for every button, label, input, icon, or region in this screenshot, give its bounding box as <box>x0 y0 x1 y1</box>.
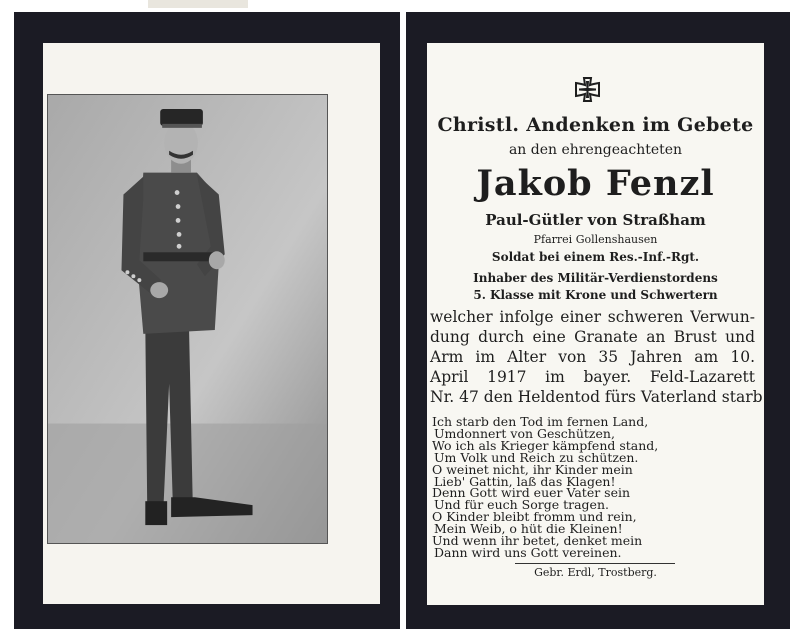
poem-line: Umdonnert von Geschützen, <box>434 425 615 441</box>
scan-tab <box>148 0 248 8</box>
poem-line: Dann wird uns Gott vereinen. <box>434 544 622 560</box>
iron-cross-icon <box>574 76 601 103</box>
poem-line: Ich starb den Tod im fernen Land, <box>432 414 649 429</box>
card-heading: Christl. Andenken im Gebete <box>437 114 754 136</box>
honor-line-1: Inhaber des Militär-Verdienstordens <box>473 271 718 285</box>
deceased-name: Jakob Fenzl <box>476 163 715 204</box>
poem-line: Um Volk und Reich zu schützen. <box>434 449 639 465</box>
parish-line: Pfarrei Gollenshausen <box>533 233 658 246</box>
poem-line: O weinet nicht, ihr Kinder mein <box>432 461 633 477</box>
poem-line: Wo ich als Krieger kämpfend stand, <box>432 437 659 453</box>
soldier-photograph <box>47 94 328 544</box>
left-card-paper <box>43 43 380 604</box>
poem-line: Und wenn ihr betet, denket mein <box>432 533 643 549</box>
footer-rule <box>515 563 675 564</box>
honor-line-2: 5. Klasse mit Krone und Schwertern <box>473 288 718 302</box>
death-paragraph <box>430 307 768 407</box>
paragraph-line: dung durch eine Granate an Brust und <box>430 328 755 346</box>
paragraph-line: Nr. 47 den Heldentod fürs Vaterland starb. <box>430 388 768 406</box>
unit-line: Soldat bei einem Res.-Inf.-Rgt. <box>491 250 700 264</box>
right-card-paper <box>427 43 768 605</box>
poem-line: Und für euch Sorge tragen. <box>434 497 609 513</box>
printer-credit: Gebr. Erdl, Trostberg. <box>534 566 657 579</box>
paragraph-line: April 1917 im bayer. Feld-Lazarett <box>430 368 755 386</box>
poem-line: O Kinder bleibt fromm und rein, <box>432 509 637 525</box>
left-card <box>14 12 400 629</box>
paragraph-line: welcher infolge einer schweren Verwun- <box>430 308 755 326</box>
right-card <box>406 12 790 629</box>
dedication-line: an den ehrengeachteten <box>508 142 683 158</box>
paragraph-line: Arm im Alter von 35 Jahren am 10. <box>430 348 755 366</box>
poem-line: Mein Weib, o hüt die Kleinen! <box>434 521 623 537</box>
poem-line: Lieb' Gattin, laß das Klagen! <box>434 473 616 489</box>
memorial-poem <box>432 416 732 559</box>
occupation-line: Paul-Gütler von Straßham <box>485 211 706 229</box>
poem-line: Denn Gott wird euer Vater sein <box>432 485 631 501</box>
